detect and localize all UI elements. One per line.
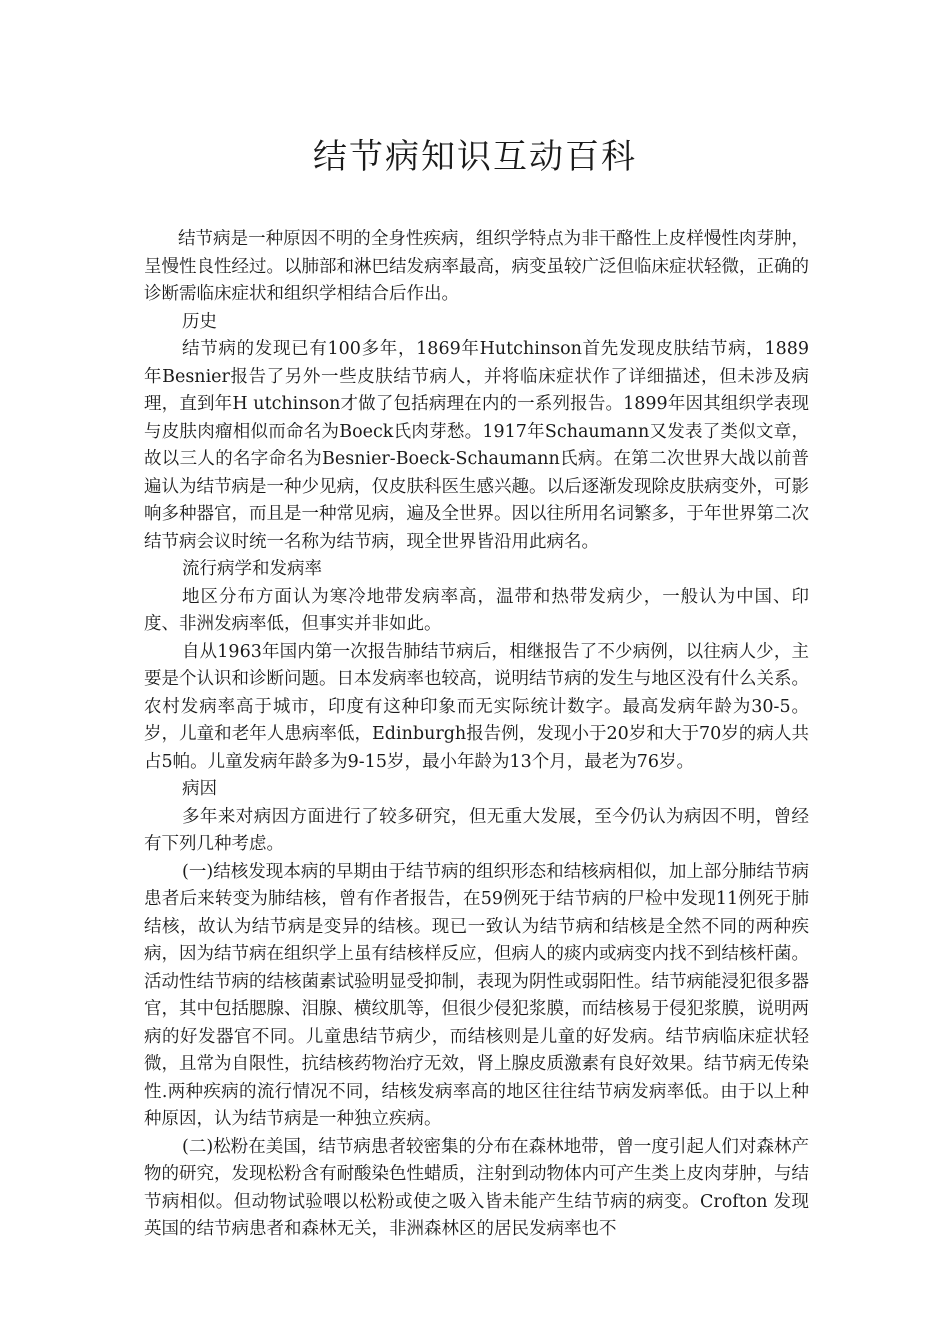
document-body	[144, 226, 809, 1244]
etiology-paragraph-tuberculosis: (一)结核发现本病的早期由于结节病的组织形态和结核病相似，加上部分肺结节病患者后来转变为肺结核，曾有作者报告，在59例死于结节病的尸检中发现11例死于肺结核，故认为结节病是变异的结核。现已一致认为结节病和结核是全然不同的两种疾病，因为结节病在组织学上虽有结核样反应，但病人的痰内或病变内找不到结核杆菌。活动性结节病的结核菌素试验明显受抑制，表现为阴性或弱阳性。结节病能浸犯很多器官，其中包括腮腺、泪腺、横纹肌等，但很少侵犯浆膜，而结核易于侵犯浆膜，说明两病的好发器官不同。儿童患结节病少，而结核则是儿童的好发病。结节病临床症状轻微，且常为自限性，抗结核药物治疗无效，肾上腺皮质激素有良好效果。结节病无传染性.两种疾病的流行情况不同，结核发病率高的地区往往结节病发病率低。由于以上种种原因，认为结节病是一种独立疾病。	[144, 861, 809, 1129]
section-heading-etiology: 病因	[182, 779, 217, 799]
etiology-paragraph-intro: 多年来对病因方面进行了较多研究，但无重大发展，至今仍认为病因不明，曾经有下列几种考虑。	[144, 806, 809, 854]
epidemiology-paragraph-1: 地区分布方面认为寒冷地带发病率高，温带和热带发病少，一般认为中国、印度、非洲发病率低，但事实并非如此。	[144, 586, 809, 634]
section-heading-epidemiology: 流行病学和发病率	[182, 559, 322, 579]
section-heading-history: 历史	[182, 311, 217, 332]
epidemiology-paragraph-2: 自从1963年国内第一次报告肺结节病后，相继报告了不少病例，以往病人少，主要是个认识和诊断问题。日本发病率也较高，说明结节病的发生与地区没有什么关系。农村发病率高于城市，印度有这种印象而无实际统计数字。最高发病年龄为30-5。岁，儿童和老年人患病率低，Edinburgh报告例，发现小于20岁和大于70岁的病人共占5帕。儿童发病年龄多为9-15岁，最小年龄为13个月，最老为76岁。	[144, 641, 809, 772]
history-paragraph: 结节病的发现已有100多年，1869年Hutchinson首先发现皮肤结节病，1889年Besnier报告了另外一些皮肤结节病人，并将临床症状作了详细描述，但未涉及病理，直到年H utchinson才做了包括病理在内的一系列报告。1899年因其组织学表现与皮肤肉瘤相似而命名为Boeck氏肉芽愁。1917年Schaumann又发表了类似文章，故以三人的名字命名为Besnier-Boeck-Schaumann氏病。在第二次世界大战以前普遍认为结节病是一种少见病，仅皮肤科医生感兴趣。以后逐渐发现除皮肤病变外，可影响多种器官，而且是一种常见病，遍及全世界。因以往所用名词繁多，于年世界第二次结节病会议时统一名称为结节病，现全世界皆沿用此病名。	[144, 339, 809, 552]
intro-paragraph: 结节病是一种原因不明的全身性疾病，组织学特点为非干酪性上皮样慢性肉芽肿，呈慢性良性经过。以肺部和淋巴结发病率最高，病变虽较广泛但临床症状轻微，正确的诊断需临床症状和组织学相结合后作出。	[144, 229, 809, 304]
etiology-paragraph-pine-pollen: (二)松粉在美国，结节病患者较密集的分布在森林地带，曾一度引起人们对森林产物的研究，发现松粉含有耐酸染色性蜡质，注射到动物体内可产生类上皮肉芽肿，与结节病相似。但动物试验喂以松粉或使之吸入皆未能产生结节病的病变。Crofton 发现英国的结节病患者和森林无关，非洲森林区的居民发病率也不	[144, 1136, 809, 1239]
document-title: 结节病知识互动百科	[313, 137, 637, 177]
